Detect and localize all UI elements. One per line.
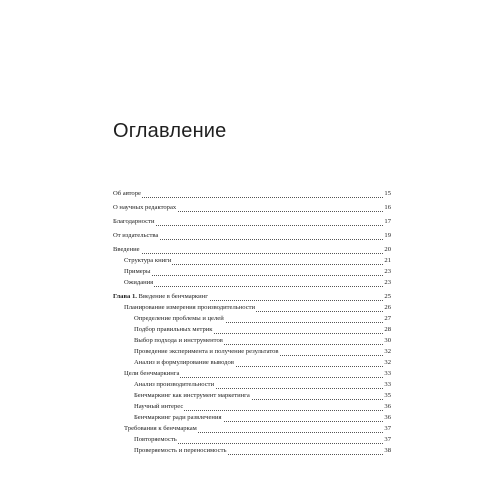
toc-entry[interactable] [124,275,391,287]
toc-entry-label: Требования к бенчмаркам [124,425,197,432]
toc-entry-label: Научный интерес [134,403,184,410]
chapter-number: Глава 1. [113,293,137,300]
toc-entry-label: Примеры [124,268,151,275]
toc-entry-label: От издательства [113,232,159,239]
toc-entry-page: 26 [384,304,391,311]
toc-entry-page: 23 [384,279,391,286]
toc-entry-label: Определение проблемы и целей [134,315,224,322]
toc-entry-page: 19 [384,232,391,239]
toc-entry-page: 33 [384,370,391,377]
toc-entry-page: 15 [384,190,391,197]
toc-entry-label: Структура книги [124,257,172,264]
toc-entry-label: Подбор правильных метрик [134,326,213,333]
toc-entry-page: 37 [384,425,391,432]
toc-entry-page: 33 [384,381,391,388]
toc-entry-page: 20 [384,246,391,253]
toc-entry-page: 32 [384,359,391,366]
toc-entry-page: 23 [384,268,391,275]
toc-entry-page: 30 [384,337,391,344]
toc-entry[interactable] [113,228,391,240]
toc-entry-page: 27 [384,315,391,322]
toc-entry-label: Выбор подхода и инструментов [134,337,223,344]
toc-entry-label: Планирование измерения производительности [124,304,256,311]
toc-entry-label: Бенчмаркинг ради развлечения [134,414,222,421]
toc-entry-page: 32 [384,348,391,355]
toc-entry-page: 36 [384,403,391,410]
toc-entry-page: 38 [384,447,391,454]
toc-entry[interactable] [134,443,391,455]
toc-entry-label: Благодарности [113,218,155,225]
toc-entry[interactable] [113,200,391,212]
toc-entry-page: 16 [384,204,391,211]
toc-entry-label: Об авторе [113,190,141,197]
toc-entry-page: 36 [384,414,391,421]
toc-entry-label: Повторяемость [134,436,177,443]
page-title: Оглавление [113,120,227,142]
toc-entry-label: Проведение эксперимента и получение результатов [134,348,279,355]
toc-entry-page: 17 [384,218,391,225]
toc-entry[interactable] [113,186,391,198]
toc-entry-label: О научных редакторах [113,204,177,211]
toc-entry-label: Анализ производительности [134,381,215,388]
toc-entry-label: Ожидания [124,279,154,286]
toc-entry-label: Цели бенчмаркинга [124,370,180,377]
chapter-title: Введение в бенчмаркинг [136,293,208,300]
toc-entry-label: Введение [113,246,140,253]
toc-entry-label: Бенчмаркинг как инструмент маркетинга [134,392,250,399]
toc-entry-page: 28 [384,326,391,333]
toc-entry-page: 25 [384,293,391,300]
toc-entry-label: Проверяемость и переносимость [134,447,227,454]
toc-entry[interactable] [113,214,391,226]
toc-entry-label: Анализ и формулирование выводов [134,359,234,366]
toc-entry-page: 21 [384,257,391,264]
toc-entry-page: 35 [384,392,391,399]
toc-entry-page: 37 [384,436,391,443]
